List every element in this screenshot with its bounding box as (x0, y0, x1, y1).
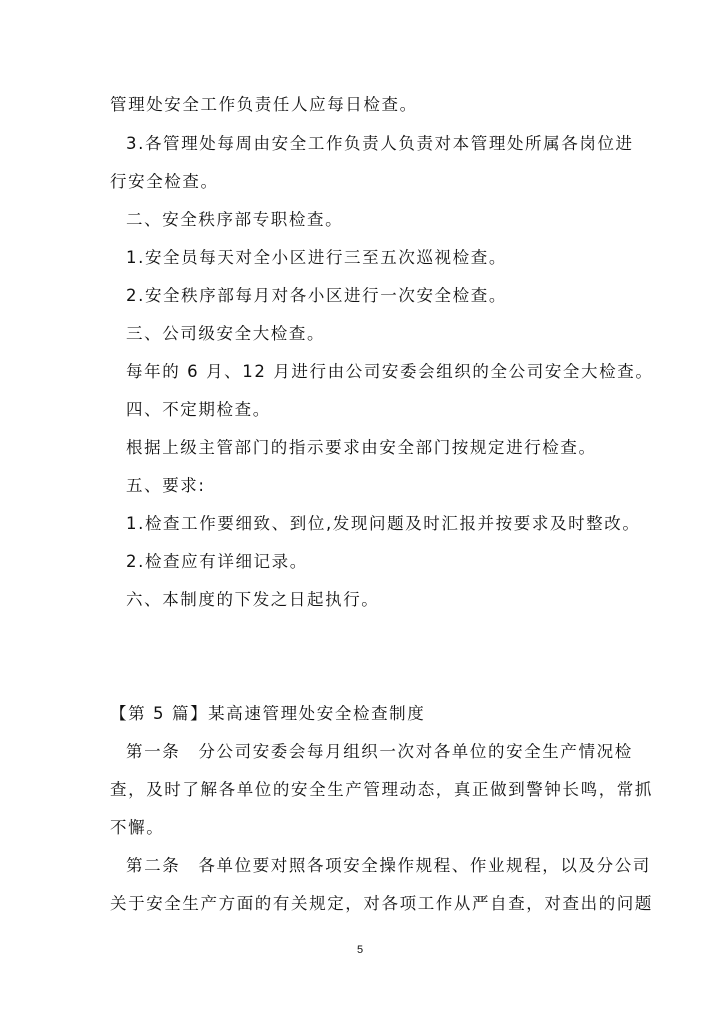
text-line: 每年的 6 月、12 月进行由公司安委会组织的全公司安全大检查。 (126, 362, 654, 381)
text-line: 行安全检查。 (110, 172, 219, 191)
section-heading: 二、安全秩序部专职检查。 (126, 210, 344, 229)
text-line: 管理处安全工作负责任人应每日检查。 (110, 95, 418, 114)
article-line: 第二条 各单位要对照各项安全操作规程、作业规程，以及分公司 (126, 856, 651, 875)
text-line: 根据上级主管部门的指示要求由安全部门按规定进行检查。 (126, 438, 597, 457)
section-heading: 五、要求: (126, 476, 206, 495)
text-line: 2.检查应有详细记录。 (126, 552, 308, 571)
article-title: 【第 5 篇】某高速管理处安全检查制度 (110, 704, 426, 723)
page-number: 5 (356, 944, 364, 956)
section-heading: 六、本制度的下发之日起执行。 (126, 590, 380, 609)
text-line: 1.安全员每天对全小区进行三至五次巡视检查。 (126, 248, 507, 267)
article-line: 关于安全生产方面的有关规定，对各项工作从严自查，对查出的问题 (110, 894, 653, 913)
text-line: 3.各管理处每周由安全工作负责人负责对本管理处所属各岗位进 (126, 134, 634, 153)
article-line: 查，及时了解各单位的安全生产管理动态，真正做到警钟长鸣，常抓 (110, 780, 653, 799)
text-line: 1.检查工作要细致、到位,发现问题及时汇报并按要求及时整改。 (126, 514, 641, 533)
text-line: 2.安全秩序部每月对各小区进行一次安全检查。 (126, 286, 507, 305)
section-heading: 四、不定期检查。 (126, 400, 271, 419)
article-line: 第一条 分公司安委会每月组织一次对各单位的安全生产情况检 (126, 742, 633, 761)
article-line: 不懈。 (110, 818, 165, 837)
section-heading: 三、公司级安全大检查。 (126, 324, 326, 343)
